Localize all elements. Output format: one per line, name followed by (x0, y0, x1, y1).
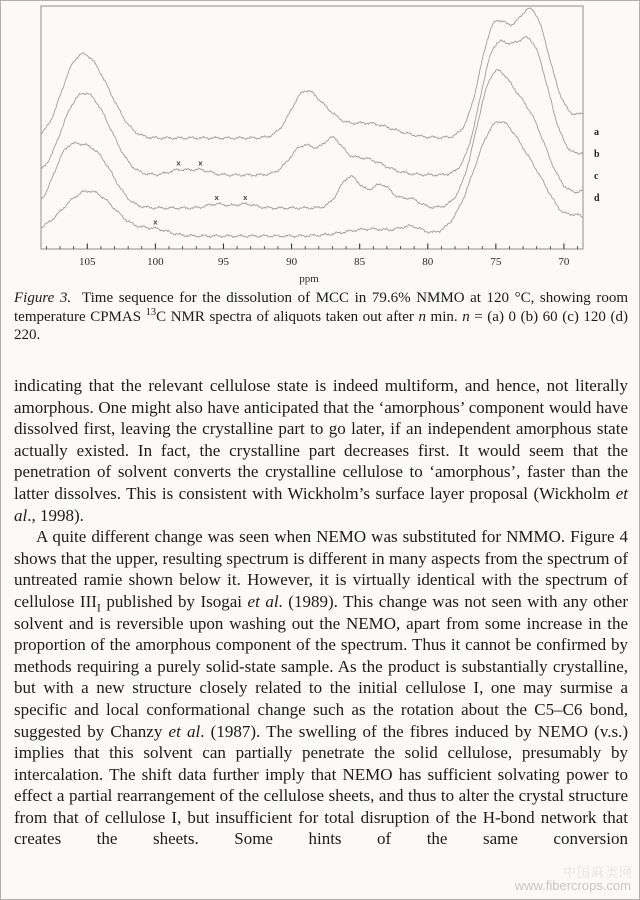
spectrum-curve-d (41, 122, 583, 238)
peak-x-mark: x (243, 193, 248, 202)
figure-caption: Figure 3. Time sequence for the dissolution of MCC in 79.6% NMMO at 120 °C, showing room temperature CPMAS $^{13}$C NMR spectra of aliquots taken out after n min. n = (a) 0 (b) 60 (c) 120 (d) 220. (14, 290, 628, 344)
nmr-spectra-figure (1, 1, 640, 291)
x-tick-label: 85 (354, 256, 366, 268)
series-label-d: d (594, 193, 600, 204)
x-tick-label: 80 (422, 256, 434, 268)
peak-x-mark: x (153, 218, 158, 227)
article-body (14, 375, 628, 850)
peak-x-mark: x (214, 193, 219, 202)
series-label-c: c (594, 171, 599, 182)
paragraph-2: A quite different change was seen when NEMO was substituted for NMMO. Figure 4 shows that the upper, resulting spectrum is different in many aspects from the spectrum of untreated ramie shown below it. However, it is virtually identical with the spectrum of cellulose $III_I$ published by Isogai et al. (1989). This change was not seen with any other solvent and is reversible upon washing out the NEMO, apart from some increase in the proportion of the amorphous component of the spectrum. Thus it cannot be confirmed by methods requiring a purely solid-state sample. As the product is substantially crystalline, but with a new structure closely related to the initial cellulose I, one may surmise a specific and local conformational change such as the rotation about the C5–C6 bond, suggested by Chanzy et al. (1987). The swelling of the fibres induced by NEMO (v.s.) implies that this solvent can partially penetrate the solid cellulose, presumably by intercalation. The shift data further imply that NEMO has sufficient solvating power to effect a partial rearrangement of the cellulose sheets, and thus to alter the crystal structure from that of cellulose I, but insufficient for total disruption of the H-bond network that creates the sheets. Some hints of the same conversion (14, 527, 628, 849)
x-tick-label: 90 (286, 256, 298, 268)
peak-x-mark: x (198, 159, 203, 168)
series-label-b: b (594, 149, 600, 160)
spectrum-curve-a (41, 8, 583, 140)
x-tick-label: 95 (217, 256, 229, 268)
spectrum-curve-b (41, 37, 583, 177)
x-tick-label: 105 (79, 256, 96, 268)
x-tick-label: 75 (490, 256, 502, 268)
x-axis-label: ppm (299, 273, 319, 285)
series-label-a: a (594, 127, 599, 138)
watermark-url: www.fibercrops.com (514, 878, 631, 893)
watermark-cjk: 中国麻类网 (562, 866, 633, 881)
paragraph-1: indicating that the relevant cellulose state is indeed multiform, and hence, not literally amorphous. One might also have anticipated that the ‘amorphous’ component would have dissolved first, leaving the crystalline part to go later, if an independent amorphous state actually existed. In fact, the crystalline part decreases first. It would seem that the penetration of solvent converts the crystalline cellulose to ‘amorphous’, faster than the latter dissolves. This is consistent with Wickholm’s surface layer proposal (Wickholm et al., 1998). (14, 376, 628, 525)
plot-frame (41, 6, 583, 249)
spectrum-curve-c (41, 70, 583, 210)
x-tick-label: 100 (147, 256, 164, 268)
peak-x-mark: x (176, 159, 181, 168)
x-tick-label: 70 (558, 256, 570, 268)
